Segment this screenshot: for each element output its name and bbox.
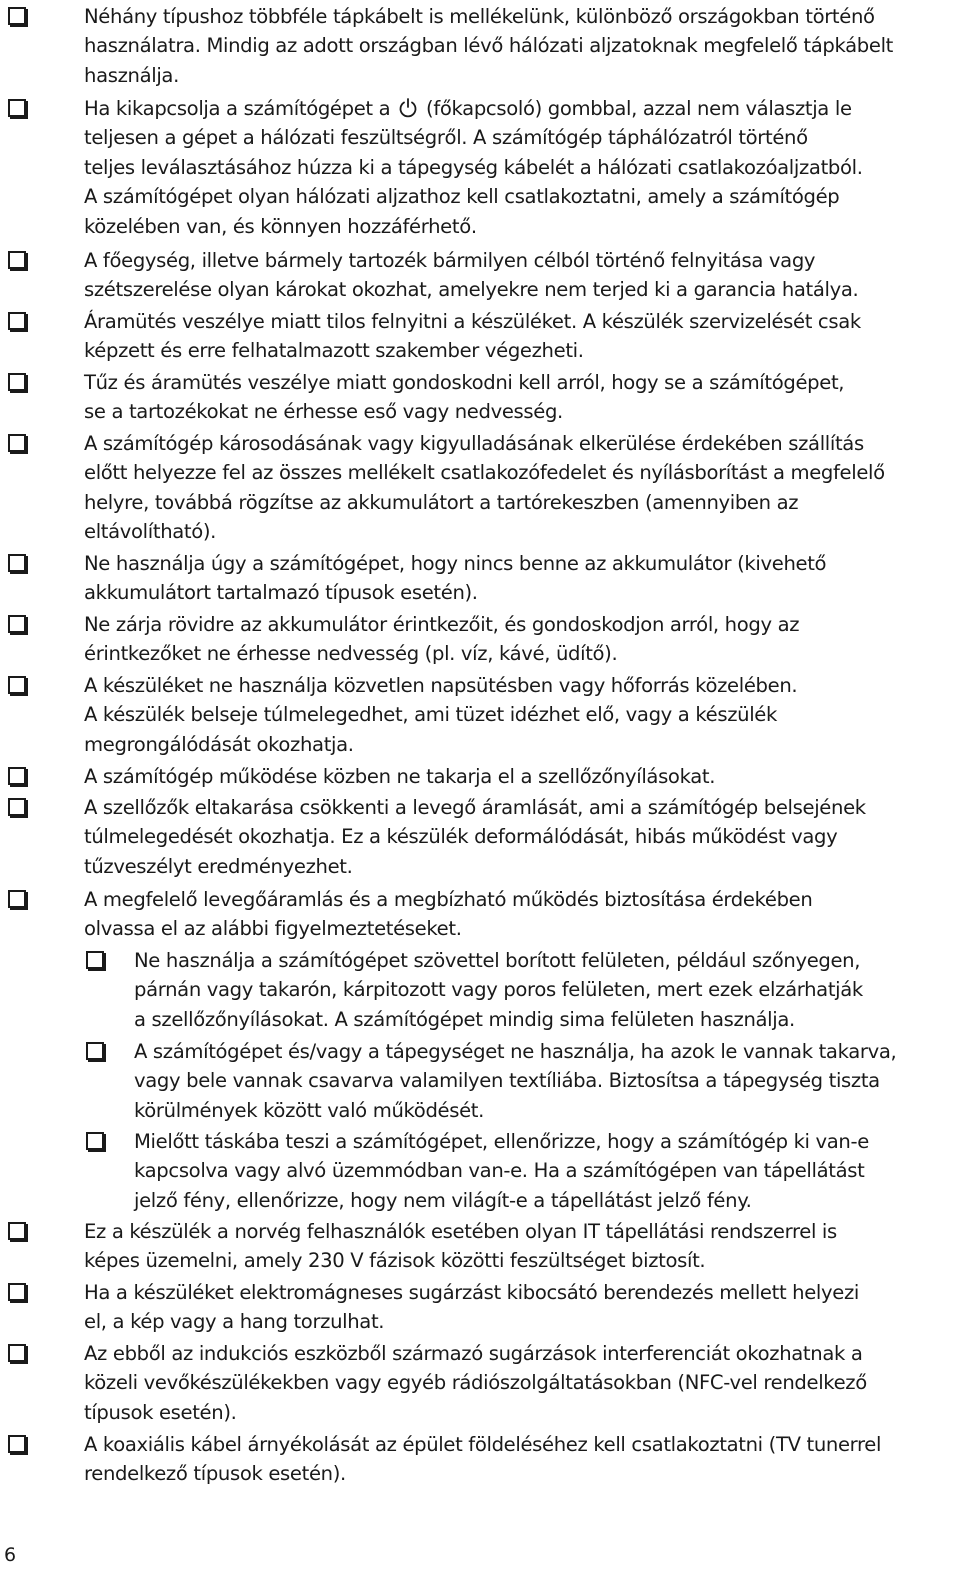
- list-item-text: [84, 610, 799, 669]
- text-line: rendelkező típusok esetén).: [84, 1462, 346, 1486]
- text-line: Néhány típushoz többféle tápkábelt is mellékelünk, különböző országokban történő: [84, 5, 875, 28]
- list-item-text: [84, 1339, 867, 1427]
- text-line: használja.: [84, 63, 179, 87]
- checkbox-icon: [8, 554, 26, 572]
- text-line: jelző fény, ellenőrizze, hogy nem világít-e a tápellátást jelző fény.: [134, 1188, 752, 1212]
- text-line: Ne használja úgy a számítógépet, hogy nincs benne az akkumulátor (kivehető: [84, 552, 827, 575]
- text-line: Ne zárja rövidre az akkumulátor érintkezőit, és gondoskodjon arról, hogy az: [84, 613, 800, 636]
- text-line: A főegység, illetve bármely tartozék bármilyen célból történő felnyitása vagy: [84, 249, 816, 272]
- text-line: A készüléket ne használja közvetlen napsütésben vagy hőforrás közelében.: [84, 674, 798, 697]
- text-line: A számítógépet és/vagy a tápegységet ne használja, ha azok le vannak takarva,: [134, 1040, 897, 1063]
- text-line: eltávolítható).: [84, 520, 217, 544]
- checkbox-icon: [86, 1132, 104, 1150]
- text-line: párnán vagy takarón, kárpitozott vagy poros felületen, mert ezek elzárhatják: [134, 978, 863, 1002]
- checkbox-icon: [86, 951, 104, 969]
- text-line: A számítógép működése közben ne takarja el a szellőzőnyílásokat.: [84, 765, 716, 788]
- checkbox-icon: [8, 798, 26, 816]
- text-line: érintkezőket ne érhesse nedvesség (pl. víz, kávé, üdítő).: [84, 642, 618, 666]
- list-item-text: [134, 1127, 869, 1215]
- text-line: a szellőzőnyílásokat. A számítógépet mindig sima felületen használja.: [134, 1007, 795, 1031]
- list-item-text: [84, 1430, 881, 1489]
- text-line: tűzveszélyt eredményezhet.: [84, 854, 353, 878]
- checkbox-icon: [8, 373, 26, 391]
- text-line: előtt helyezze fel az összes mellékelt csatlakozófedelet és nyílásborítást a megfelelő: [84, 461, 885, 485]
- list-item-text: [84, 368, 844, 427]
- text-line: Áramütés veszélye miatt tilos felnyitni a készüléket. A készülék szervizelését csak: [84, 310, 861, 333]
- text-line: túlmelegedését okozhatja. Ez a készülék deformálódását, hibás működést vagy: [84, 825, 838, 849]
- checkbox-icon: [8, 1435, 26, 1453]
- checkbox-icon: [8, 890, 26, 908]
- text-line: képes üzemelni, amely 230 V fázisok közötti feszültséget biztosít.: [84, 1249, 706, 1273]
- text-line: A megfelelő levegőáramlás és a megbízható működés biztosítása érdekében: [84, 888, 813, 911]
- text-line: teljesen a gépet a hálózati feszültségről. A számítógép táphálózatról történő: [84, 126, 808, 150]
- text-line: képzett és erre felhatalmazott szakember végezheti.: [84, 339, 584, 363]
- text-line: közeli vevőkészülékekben vagy egyéb rádiószolgáltatásokban (NFC-vel rendelkező: [84, 1371, 867, 1395]
- list-item-text: [84, 429, 885, 547]
- text-line: típusok esetén).: [84, 1400, 237, 1424]
- text-line: vagy bele vannak csavarva valamilyen textíliába. Biztosítsa a tápegység tiszta: [134, 1069, 880, 1093]
- text-line: Az ebből az indukciós eszközből származó sugárzások interferenciát okozhatnak a: [84, 1342, 863, 1365]
- list-item-text: [134, 946, 863, 1034]
- text-line: teljes leválasztásához húzza ki a tápegység kábelét a hálózati csatlakozóaljzatból.: [84, 155, 863, 179]
- list-item-text: [84, 1278, 859, 1337]
- checkbox-icon: [8, 1283, 26, 1301]
- checkbox-icon: [8, 676, 26, 694]
- list-item-text: [84, 793, 866, 881]
- checkbox-icon: [8, 1344, 26, 1362]
- text-line: helyre, továbbá rögzítse az akkumulátort a tartórekeszben (amennyiben az: [84, 490, 799, 514]
- checkbox-icon: [8, 615, 26, 633]
- checkbox-icon: [8, 7, 26, 25]
- text-line: A számítógépet olyan hálózati aljzathoz kell csatlakoztatni, amely a számítógép: [84, 185, 840, 209]
- text-line: se a tartozékokat ne érhesse eső vagy nedvesség.: [84, 400, 563, 424]
- checkbox-icon: [8, 99, 26, 117]
- list-item-text: [84, 762, 715, 791]
- text-line: Ez a készülék a norvég felhasználók esetében olyan IT tápellátási rendszerrel is: [84, 1220, 837, 1243]
- list-item-text: [84, 885, 812, 944]
- power-icon: [398, 97, 418, 119]
- checkbox-icon: [8, 312, 26, 330]
- text-line: használatra. Mindig az adott országban lévő hálózati aljzatoknak megfelelő tápkábelt: [84, 34, 893, 58]
- text-line: kapcsolva vagy alvó üzemmódban van-e. Ha a számítógépen van tápellátást: [134, 1159, 865, 1183]
- page-number: 6: [4, 1544, 17, 1566]
- text-line: körülmények között való működését.: [134, 1098, 485, 1122]
- text-line: Tűz és áramütés veszélye miatt gondoskodni kell arról, hogy se a számítógépet,: [84, 371, 845, 394]
- text-line: A szellőzők eltakarása csökkenti a levegő áramlását, ami a számítógép belsejének: [84, 796, 866, 819]
- text-line: A számítógép károsodásának vagy kigyulladásának elkerülése érdekében szállítás: [84, 432, 864, 455]
- list-item-text: [84, 2, 893, 90]
- list-item-text: [134, 1037, 896, 1125]
- list-item-text: [84, 246, 858, 305]
- text-line: szétszerelése olyan károkat okozhat, amelyekre nem terjed ki a garancia hatálya.: [84, 278, 859, 302]
- checkbox-icon: [8, 434, 26, 452]
- text-line: közelében van, és könnyen hozzáférhető.: [84, 214, 477, 238]
- text-line: olvassa el az alábbi figyelmeztetéseket.: [84, 917, 462, 941]
- text-line: Mielőtt táskába teszi a számítógépet, ellenőrizze, hogy a számítógép ki van-e: [134, 1130, 869, 1153]
- text-line: el, a kép vagy a hang torzulhat.: [84, 1310, 385, 1334]
- text-line: Ha kikapcsolja a számítógépet a (főkapcsoló) gombbal, azzal nem választja le: [84, 97, 852, 120]
- checkbox-icon: [8, 1222, 26, 1240]
- checkbox-icon: [86, 1042, 104, 1060]
- text-line: Ha a készüléket elektromágneses sugárzást kibocsátó berendezés mellett helyezi: [84, 1281, 860, 1304]
- text-line: akkumulátort tartalmazó típusok esetén).: [84, 581, 478, 605]
- list-item-text: [84, 549, 826, 608]
- list-item-text: [84, 94, 863, 241]
- list-item-text: [84, 1217, 837, 1276]
- text-line: A koaxiális kábel árnyékolását az épület földeléséhez kell csatlakoztatni (TV tunerrel: [84, 1433, 882, 1456]
- list-item-text: [84, 671, 797, 759]
- checkbox-icon: [8, 767, 26, 785]
- text-line: A készülék belseje túlmelegedhet, ami tüzet idézhet elő, vagy a készülék: [84, 703, 777, 727]
- list-item-text: [84, 307, 861, 366]
- text-line: megrongálódását okozhatja.: [84, 732, 354, 756]
- checkbox-icon: [8, 251, 26, 269]
- text-line: Ne használja a számítógépet szövettel borított felületen, például szőnyegen,: [134, 949, 861, 972]
